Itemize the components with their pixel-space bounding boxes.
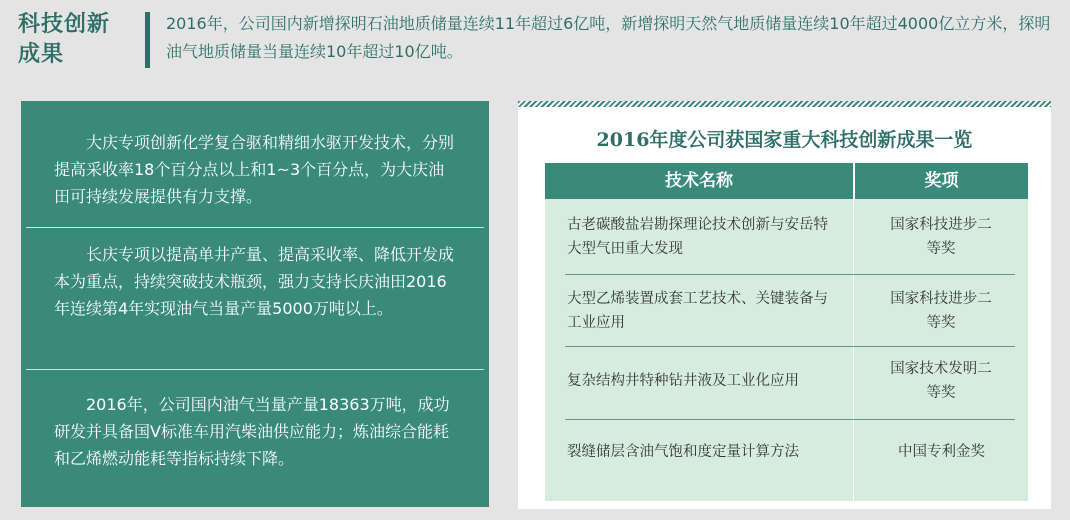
tech-name-cell: 大型乙烯装置成套工艺技术、关键装备与工业应用 [567, 291, 828, 331]
paragraph-divider [26, 227, 484, 228]
column-header-award: 奖项 [924, 171, 959, 191]
award-cell: 国家科技进步二等奖 [890, 217, 992, 257]
award-cell: 国家科技进步二等奖 [890, 291, 992, 331]
table-row [545, 275, 1028, 347]
award-cell: 国家技术发明二等奖 [890, 361, 992, 401]
title-divider-bar [145, 12, 150, 68]
tech-name-cell: 裂缝储层含油气饱和度定量计算方法 [567, 444, 799, 460]
table-row [545, 347, 1028, 419]
paragraph-daqing: 大庆专项创新化学复合驱和精细水驱开发技术，分别提高采收率18个百分点以上和1~3个百分点，为大庆油田可持续发展提供有力支撑。 [54, 133, 455, 206]
awards-table [545, 163, 1028, 501]
paragraph-divider [26, 369, 484, 370]
awards-panel [518, 101, 1051, 509]
awards-table-title: 2016年度公司获国家重大科技创新成果一览 [596, 129, 973, 151]
table-row [545, 420, 1028, 500]
award-cell: 中国专利金奖 [898, 444, 985, 460]
paragraph-output: 2016年，公司国内油气当量产量18363万吨，成功研发并具备国Ⅴ标准车用汽柴油供应能力；炼油综合能耗和乙烯燃动能耗等指标持续下降。 [54, 395, 450, 468]
column-header-tech-name: 技术名称 [665, 171, 733, 191]
summary-text: 2016年，公司国内新增探明石油地质储量连续11年超过6亿吨，新增探明天然气地质储量连续10年超过4000亿立方米，探明油气地质储量当量连续10年超过10亿吨。 [166, 14, 1051, 61]
section-title: 科技创新成果 [18, 12, 111, 67]
paragraph-changqing: 长庆专项以提高单井产量、提高采收率、降低开发成本为重点，持续突破技术瓶颈，强力支持长庆油田2016年连续第4年实现油气当量产量5000万吨以上。 [54, 245, 455, 318]
table-header [545, 163, 1028, 199]
tech-name-cell: 古老碳酸盐岩勘探理论技术创新与安岳特大型气田重大发现 [567, 217, 828, 257]
decorative-stripe [518, 101, 1051, 107]
tech-name-cell: 复杂结构井特种钻井液及工业化应用 [567, 373, 799, 389]
left-text-panel [21, 101, 489, 507]
table-row [545, 199, 1028, 274]
